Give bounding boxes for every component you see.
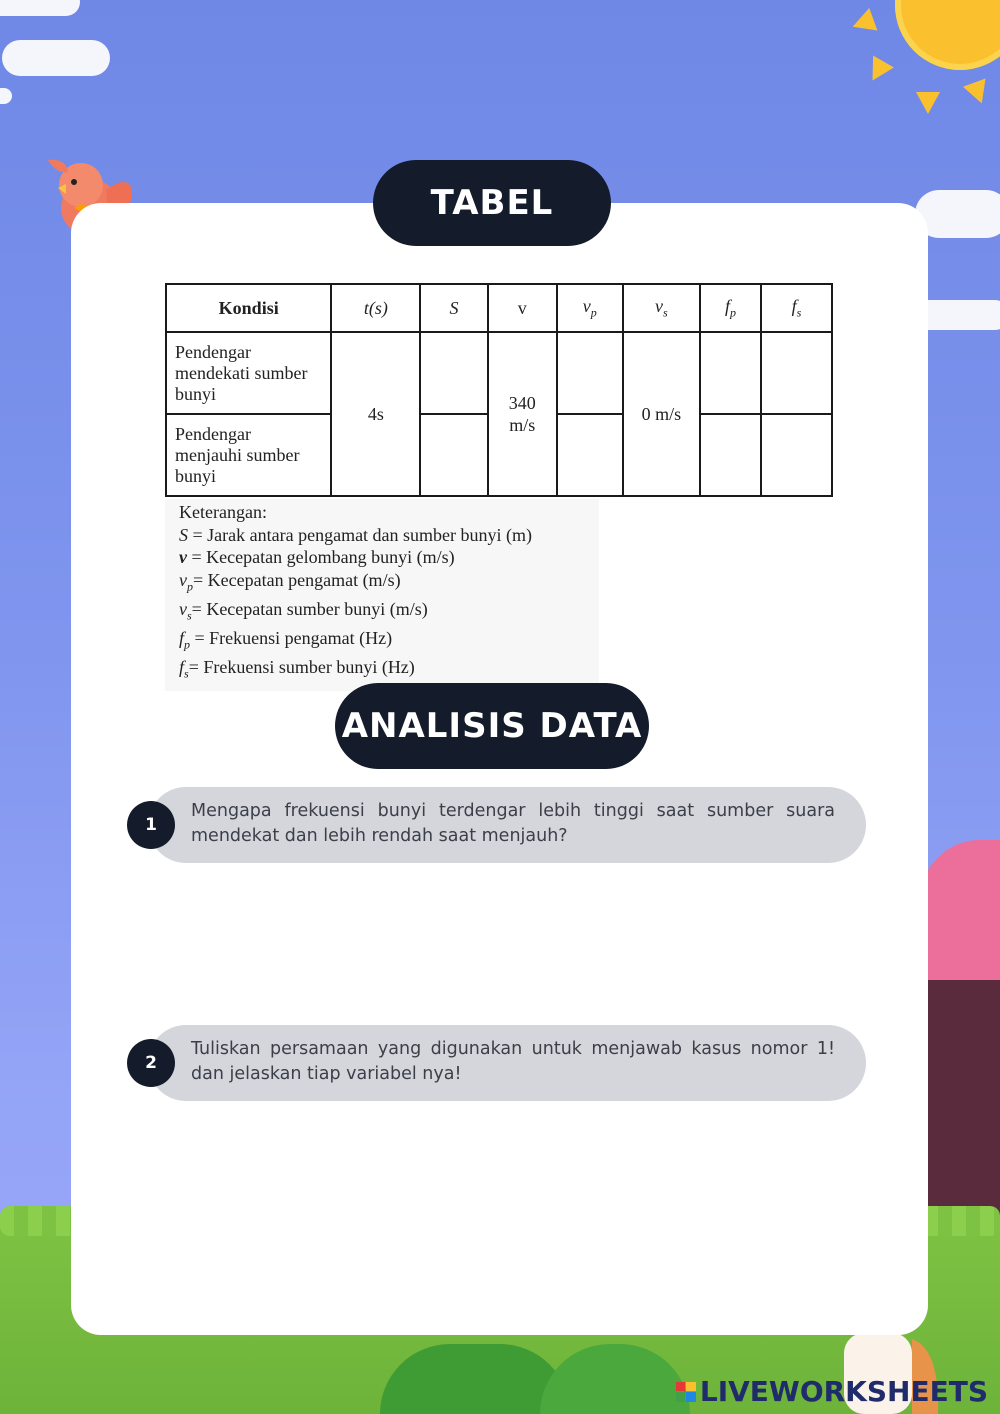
sun-ray-icon bbox=[849, 8, 878, 38]
header-v: v bbox=[488, 284, 557, 332]
v-value-cell: 340 m/s bbox=[488, 332, 557, 496]
vs-value-cell: 0 m/s bbox=[623, 332, 701, 496]
header-fs-sub: s bbox=[796, 305, 802, 320]
legend-symbol: v bbox=[179, 547, 187, 567]
empty-cell[interactable] bbox=[557, 332, 623, 414]
header-fp bbox=[700, 284, 761, 332]
question-text: Tuliskan persamaan yang digunakan untuk menjawab kasus nomor 1! dan jelaskan tiap variabel nya! bbox=[191, 1039, 835, 1084]
header-vp-symbol: v bbox=[582, 295, 591, 316]
legend bbox=[165, 499, 599, 691]
question-number-badge: 2 bbox=[127, 1039, 175, 1087]
legend-item bbox=[179, 524, 599, 547]
liveworksheets-watermark[interactable] bbox=[676, 1375, 988, 1408]
header-s: S bbox=[420, 284, 487, 332]
legend-text: = Frekuensi sumber bunyi (Hz) bbox=[188, 656, 415, 677]
legend-item bbox=[179, 598, 599, 627]
legend-item bbox=[179, 546, 599, 569]
cloud-icon bbox=[0, 88, 12, 104]
legend-sub: s bbox=[184, 666, 189, 681]
header-fp-sub: p bbox=[729, 305, 736, 320]
kondisi-cell: Pendengar mendekati sumber bunyi bbox=[166, 332, 331, 414]
header-t: t(s) bbox=[331, 284, 420, 332]
legend-symbol: f bbox=[179, 627, 185, 648]
empty-cell[interactable] bbox=[557, 414, 623, 496]
header-vp bbox=[557, 284, 623, 332]
legend-text: = Kecepatan sumber bunyi (m/s) bbox=[191, 598, 428, 619]
legend-text: = Frekuensi pengamat (Hz) bbox=[190, 627, 393, 648]
tree-trunk-icon bbox=[928, 980, 1000, 1240]
header-vs bbox=[623, 284, 701, 332]
empty-cell[interactable] bbox=[700, 332, 761, 414]
question-box bbox=[148, 1025, 866, 1101]
legend-sub: p bbox=[184, 637, 191, 652]
liveworksheets-logo-icon bbox=[676, 1382, 696, 1402]
legend-symbol: f bbox=[179, 656, 185, 677]
empty-cell[interactable] bbox=[420, 414, 487, 496]
data-table-section bbox=[165, 283, 835, 691]
section-title-tabel: TABEL bbox=[373, 160, 611, 246]
table-header-row bbox=[166, 284, 832, 332]
header-vs-symbol: v bbox=[655, 295, 663, 316]
legend-symbol: v bbox=[179, 598, 187, 619]
header-vp-sub: p bbox=[590, 305, 597, 320]
header-fs-symbol: f bbox=[791, 295, 797, 316]
legend-sub: p bbox=[187, 579, 193, 594]
legend-symbol: S bbox=[179, 524, 188, 545]
legend-title: Keterangan: bbox=[179, 502, 267, 522]
cloud-icon bbox=[0, 0, 80, 16]
header-vs-sub: s bbox=[663, 305, 668, 320]
section-title-analisis-data: ANALISIS DATA bbox=[335, 683, 649, 769]
watermark-text: LIVEWORKSHEETS bbox=[699, 1375, 988, 1408]
header-fp-symbol: f bbox=[724, 295, 730, 316]
header-kondisi: Kondisi bbox=[166, 284, 331, 332]
sun-icon bbox=[895, 0, 1000, 70]
question-number-badge: 1 bbox=[127, 801, 175, 849]
header-fs bbox=[761, 284, 832, 332]
t-value-cell: 4s bbox=[331, 332, 420, 496]
sun-ray-icon bbox=[963, 79, 993, 108]
kondisi-cell: Pendengar menjauhi sumber bunyi bbox=[166, 414, 331, 496]
empty-cell[interactable] bbox=[761, 414, 832, 496]
legend-item bbox=[179, 627, 599, 656]
legend-item bbox=[179, 656, 599, 685]
legend-symbol: v bbox=[179, 569, 187, 590]
question-box bbox=[148, 787, 866, 863]
sun-ray-icon bbox=[916, 92, 940, 114]
empty-cell[interactable] bbox=[420, 332, 487, 414]
legend-text: = Kecepatan gelombang bunyi (m/s) bbox=[187, 547, 455, 567]
cloud-icon bbox=[2, 40, 110, 76]
table-row bbox=[166, 332, 832, 414]
legend-sub: s bbox=[187, 608, 192, 623]
legend-text: = Kecepatan pengamat (m/s) bbox=[193, 569, 401, 590]
sun-ray-icon bbox=[862, 55, 894, 86]
question-text: Mengapa frekuensi bunyi terdengar lebih tinggi saat sumber suara mendekat dan lebih rendah saat menjauh? bbox=[191, 801, 835, 846]
legend-item bbox=[179, 569, 599, 598]
empty-cell[interactable] bbox=[700, 414, 761, 496]
legend-text: = Jarak antara pengamat dan sumber bunyi (m) bbox=[188, 524, 533, 545]
empty-cell[interactable] bbox=[761, 332, 832, 414]
data-table bbox=[165, 283, 833, 497]
